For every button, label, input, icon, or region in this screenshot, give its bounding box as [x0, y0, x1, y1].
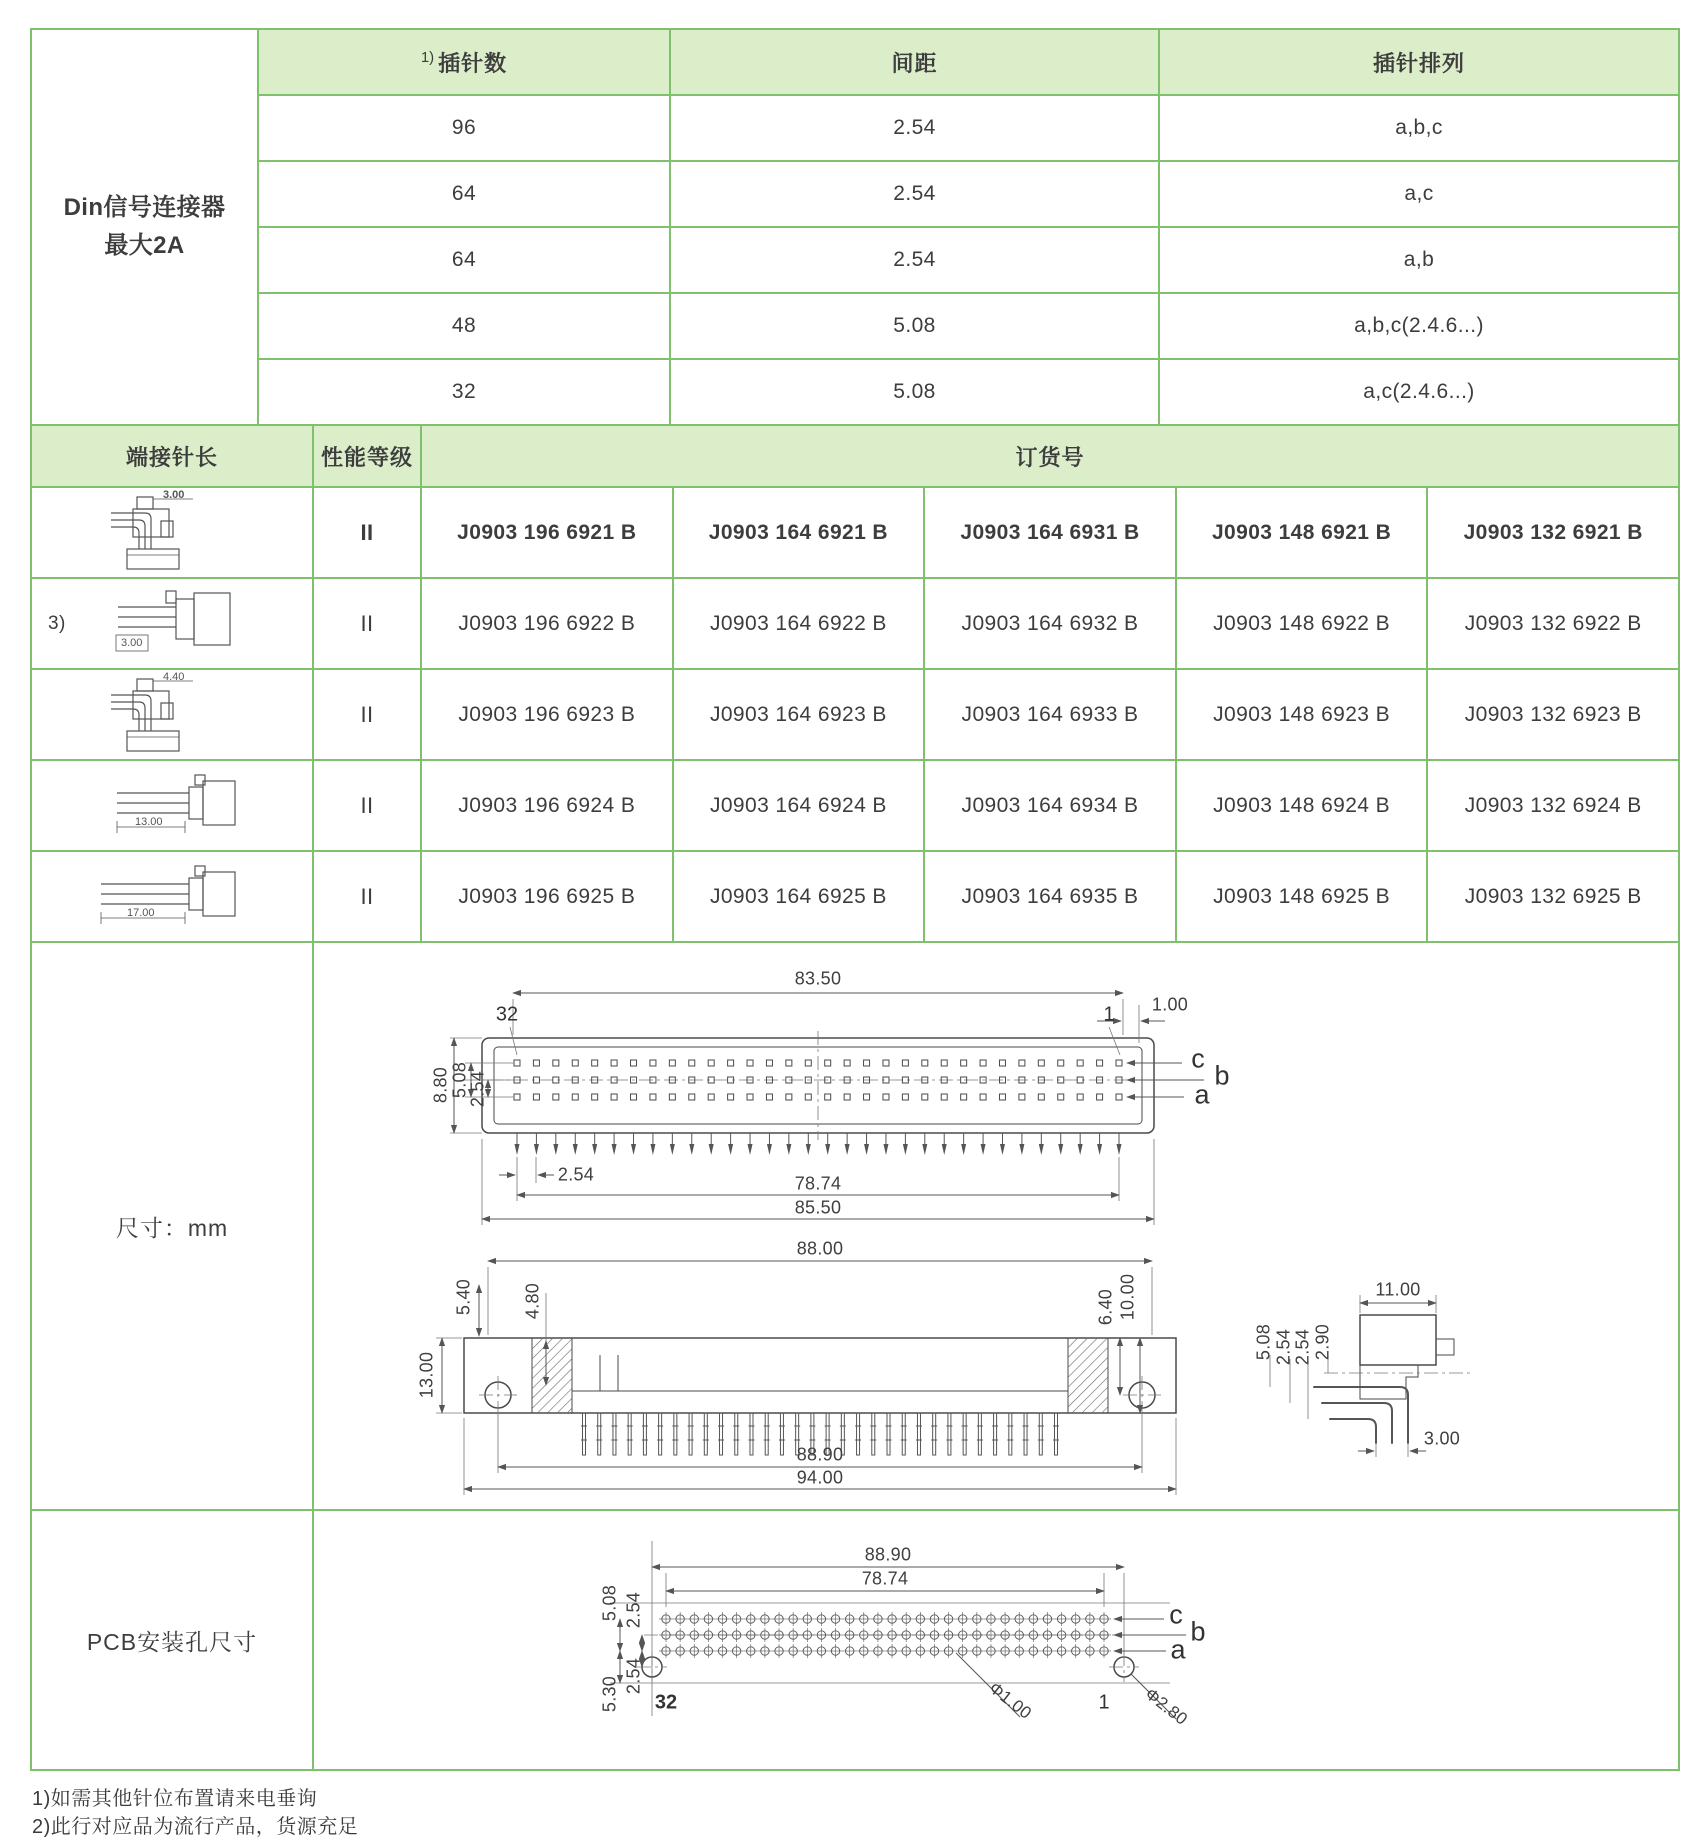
pcb-label: PCB安装孔尺寸 [32, 1511, 312, 1769]
col-header-grade: 性能等级 [314, 426, 420, 486]
row-label-a: a [1194, 1079, 1210, 1110]
table-pin-overview [32, 30, 1678, 424]
connector-side-icon [97, 769, 247, 843]
order-number-cell: J0903 196 6922 B [422, 579, 672, 668]
dim-label: 85.50 [794, 1197, 842, 1218]
col-header-pin-length: 端接针长 [32, 426, 312, 486]
dimension-drawings [314, 943, 1678, 1509]
technical-drawing-pcb [314, 1511, 1678, 1765]
dim-label: 88.00 [796, 1238, 844, 1259]
dim-label: 2.54 [623, 1657, 644, 1695]
footnote-ref-3: 3) [48, 612, 66, 634]
pin-number-32: 32 [495, 1003, 519, 1026]
dim-label-diameter-hole: Φ2.80 [1141, 1684, 1192, 1729]
col-header-arrangement: 插针排列 [1160, 30, 1678, 94]
pin-length-drawing-bent [107, 488, 237, 575]
dim-label: 6.40 [1095, 1288, 1116, 1326]
dim-label: 5.08 [1253, 1323, 1274, 1361]
order-number-cell: J0903 196 6925 B [422, 852, 672, 941]
dim-label: 13.00 [416, 1351, 437, 1399]
table-order-numbers [32, 426, 1678, 941]
dim-label: 4.80 [522, 1282, 543, 1320]
row-label-b: b [1190, 1616, 1206, 1647]
dim-label: 1.00 [1151, 994, 1189, 1015]
pin-number-1: 1 [1098, 1691, 1110, 1714]
dim-label: 78.74 [861, 1568, 909, 1589]
col-header-order-no: 订货号 [422, 426, 1678, 486]
pitch-value: 5.08 [671, 294, 1158, 358]
pin-count-value: 32 [259, 360, 669, 424]
pin-length-drawing-straight-long [97, 860, 247, 934]
dim-label: 5.30 [599, 1675, 620, 1713]
dim-label: 5.08 [449, 1061, 470, 1099]
dim-label: 2.54 [467, 1070, 488, 1108]
order-number-cell: J0903 132 6923 B [1428, 670, 1678, 759]
section-dimensions [32, 943, 1678, 1509]
section-pcb-holes [32, 1511, 1678, 1769]
pin-number-32: 32 [654, 1691, 678, 1714]
col-header-pin-count-label: 插针数 [438, 50, 508, 76]
order-number-cell: J0903 164 6931 B [925, 488, 1175, 577]
arrangement-value: a,c [1160, 162, 1678, 226]
dim-label: 2.54 [1292, 1328, 1313, 1366]
order-number-cell: J0903 132 6925 B [1428, 852, 1678, 941]
dim-label: 2.54 [557, 1164, 595, 1185]
connector-side-icon [97, 860, 247, 934]
order-number-cell: J0903 164 6925 B [674, 852, 924, 941]
pin-length-dim: 3.00 [163, 488, 185, 501]
order-number-cell: J0903 164 6933 B [925, 670, 1175, 759]
order-number-cell: J0903 164 6934 B [925, 761, 1175, 850]
product-family-line1: Din信号连接器 [63, 193, 226, 221]
dim-label: 88.90 [864, 1544, 912, 1565]
order-number-cell: J0903 196 6923 B [422, 670, 672, 759]
dim-label-diameter-pin: Φ1.00 [985, 1678, 1036, 1723]
dim-label: 8.80 [430, 1066, 451, 1104]
order-number-cell: J0903 132 6922 B [1428, 579, 1678, 668]
order-number-cell: J0903 132 6921 B [1428, 488, 1678, 577]
dim-label: 2.90 [1312, 1323, 1333, 1361]
pin-length-cell [32, 852, 312, 941]
order-number-cell: J0903 196 6921 B [422, 488, 672, 577]
pin-length-dim: 3.00 [121, 636, 143, 649]
col-header-pin-count [259, 30, 669, 94]
pin-number-1: 1 [1103, 1003, 1115, 1026]
arrangement-value: a,b,c(2.4.6...) [1160, 294, 1678, 358]
row-label-c: c [1169, 1599, 1183, 1630]
col-header-pitch: 间距 [671, 30, 1158, 94]
pin-length-cell [32, 670, 312, 759]
pin-count-value: 96 [259, 96, 669, 160]
arrangement-value: a,c(2.4.6...) [1160, 360, 1678, 424]
order-number-cell: J0903 148 6924 B [1177, 761, 1427, 850]
pin-length-cell [32, 488, 312, 577]
dim-label: 3.00 [1423, 1428, 1461, 1449]
order-number-cell: J0903 164 6923 B [674, 670, 924, 759]
arrangement-value: a,b [1160, 228, 1678, 292]
order-number-cell: J0903 148 6922 B [1177, 579, 1427, 668]
order-number-cell: J0903 148 6923 B [1177, 670, 1427, 759]
dim-label: 5.08 [599, 1584, 620, 1622]
dim-label: 2.54 [623, 1591, 644, 1629]
grade-cell: II [314, 579, 420, 668]
order-number-cell: J0903 164 6935 B [925, 852, 1175, 941]
row-label-a: a [1170, 1634, 1186, 1665]
product-family-label [32, 30, 257, 424]
connector-side-icon [102, 587, 242, 661]
pin-length-cell [32, 579, 312, 668]
connector-side-icon [107, 488, 237, 575]
footnote-ref-1: 1) [420, 48, 435, 66]
pin-length-dim: 4.40 [163, 670, 185, 683]
grade-cell: II [314, 670, 420, 759]
order-number-cell: J0903 164 6932 B [925, 579, 1175, 668]
spec-table [30, 28, 1680, 1771]
grade-cell: II [314, 852, 420, 941]
arrangement-value: a,b,c [1160, 96, 1678, 160]
pin-count-value: 64 [259, 162, 669, 226]
grade-cell: II [314, 761, 420, 850]
dim-label: 83.50 [794, 968, 842, 989]
order-number-cell: J0903 148 6921 B [1177, 488, 1427, 577]
row-label-b: b [1214, 1060, 1230, 1091]
dim-label: 2.54 [1273, 1328, 1294, 1366]
pitch-value: 5.08 [671, 360, 1158, 424]
pin-length-drawing-bent [107, 670, 237, 757]
order-number-cell: J0903 196 6924 B [422, 761, 672, 850]
pitch-value: 2.54 [671, 96, 1158, 160]
pin-count-value: 48 [259, 294, 669, 358]
footnote-1: 1)如需其他针位布置请来电垂询 [32, 1788, 318, 1810]
pitch-value: 2.54 [671, 228, 1158, 292]
pin-length-drawing-straight [97, 769, 247, 843]
product-family-line2: 最大2A [104, 232, 185, 259]
footnote-2: 2)此行对应品为流行产品，货源充足 [32, 1816, 359, 1838]
dim-label: 10.00 [1117, 1273, 1138, 1321]
pin-count-value: 64 [259, 228, 669, 292]
pitch-value: 2.54 [671, 162, 1158, 226]
order-number-cell: J0903 148 6925 B [1177, 852, 1427, 941]
dim-label: 11.00 [1375, 1279, 1421, 1300]
order-number-cell: J0903 164 6922 B [674, 579, 924, 668]
technical-drawing-views [314, 943, 1678, 1509]
row-label-c: c [1191, 1043, 1205, 1074]
grade-cell: II [314, 488, 420, 577]
pin-length-dim: 17.00 [127, 906, 155, 919]
dimensions-label: 尺寸：mm [32, 943, 312, 1509]
pcb-drawing [314, 1511, 1678, 1769]
order-number-cell: J0903 132 6924 B [1428, 761, 1678, 850]
pin-length-dim: 13.00 [135, 815, 163, 828]
order-number-cell: J0903 164 6921 B [674, 488, 924, 577]
dim-label: 5.40 [453, 1278, 474, 1316]
dim-label: 88.90 [796, 1444, 844, 1465]
dim-label: 94.00 [796, 1467, 844, 1488]
order-number-cell: J0903 164 6924 B [674, 761, 924, 850]
pin-length-cell [32, 761, 312, 850]
connector-side-icon [107, 670, 237, 757]
dim-label: 78.74 [794, 1173, 842, 1194]
pin-length-drawing-mirror [102, 587, 242, 661]
